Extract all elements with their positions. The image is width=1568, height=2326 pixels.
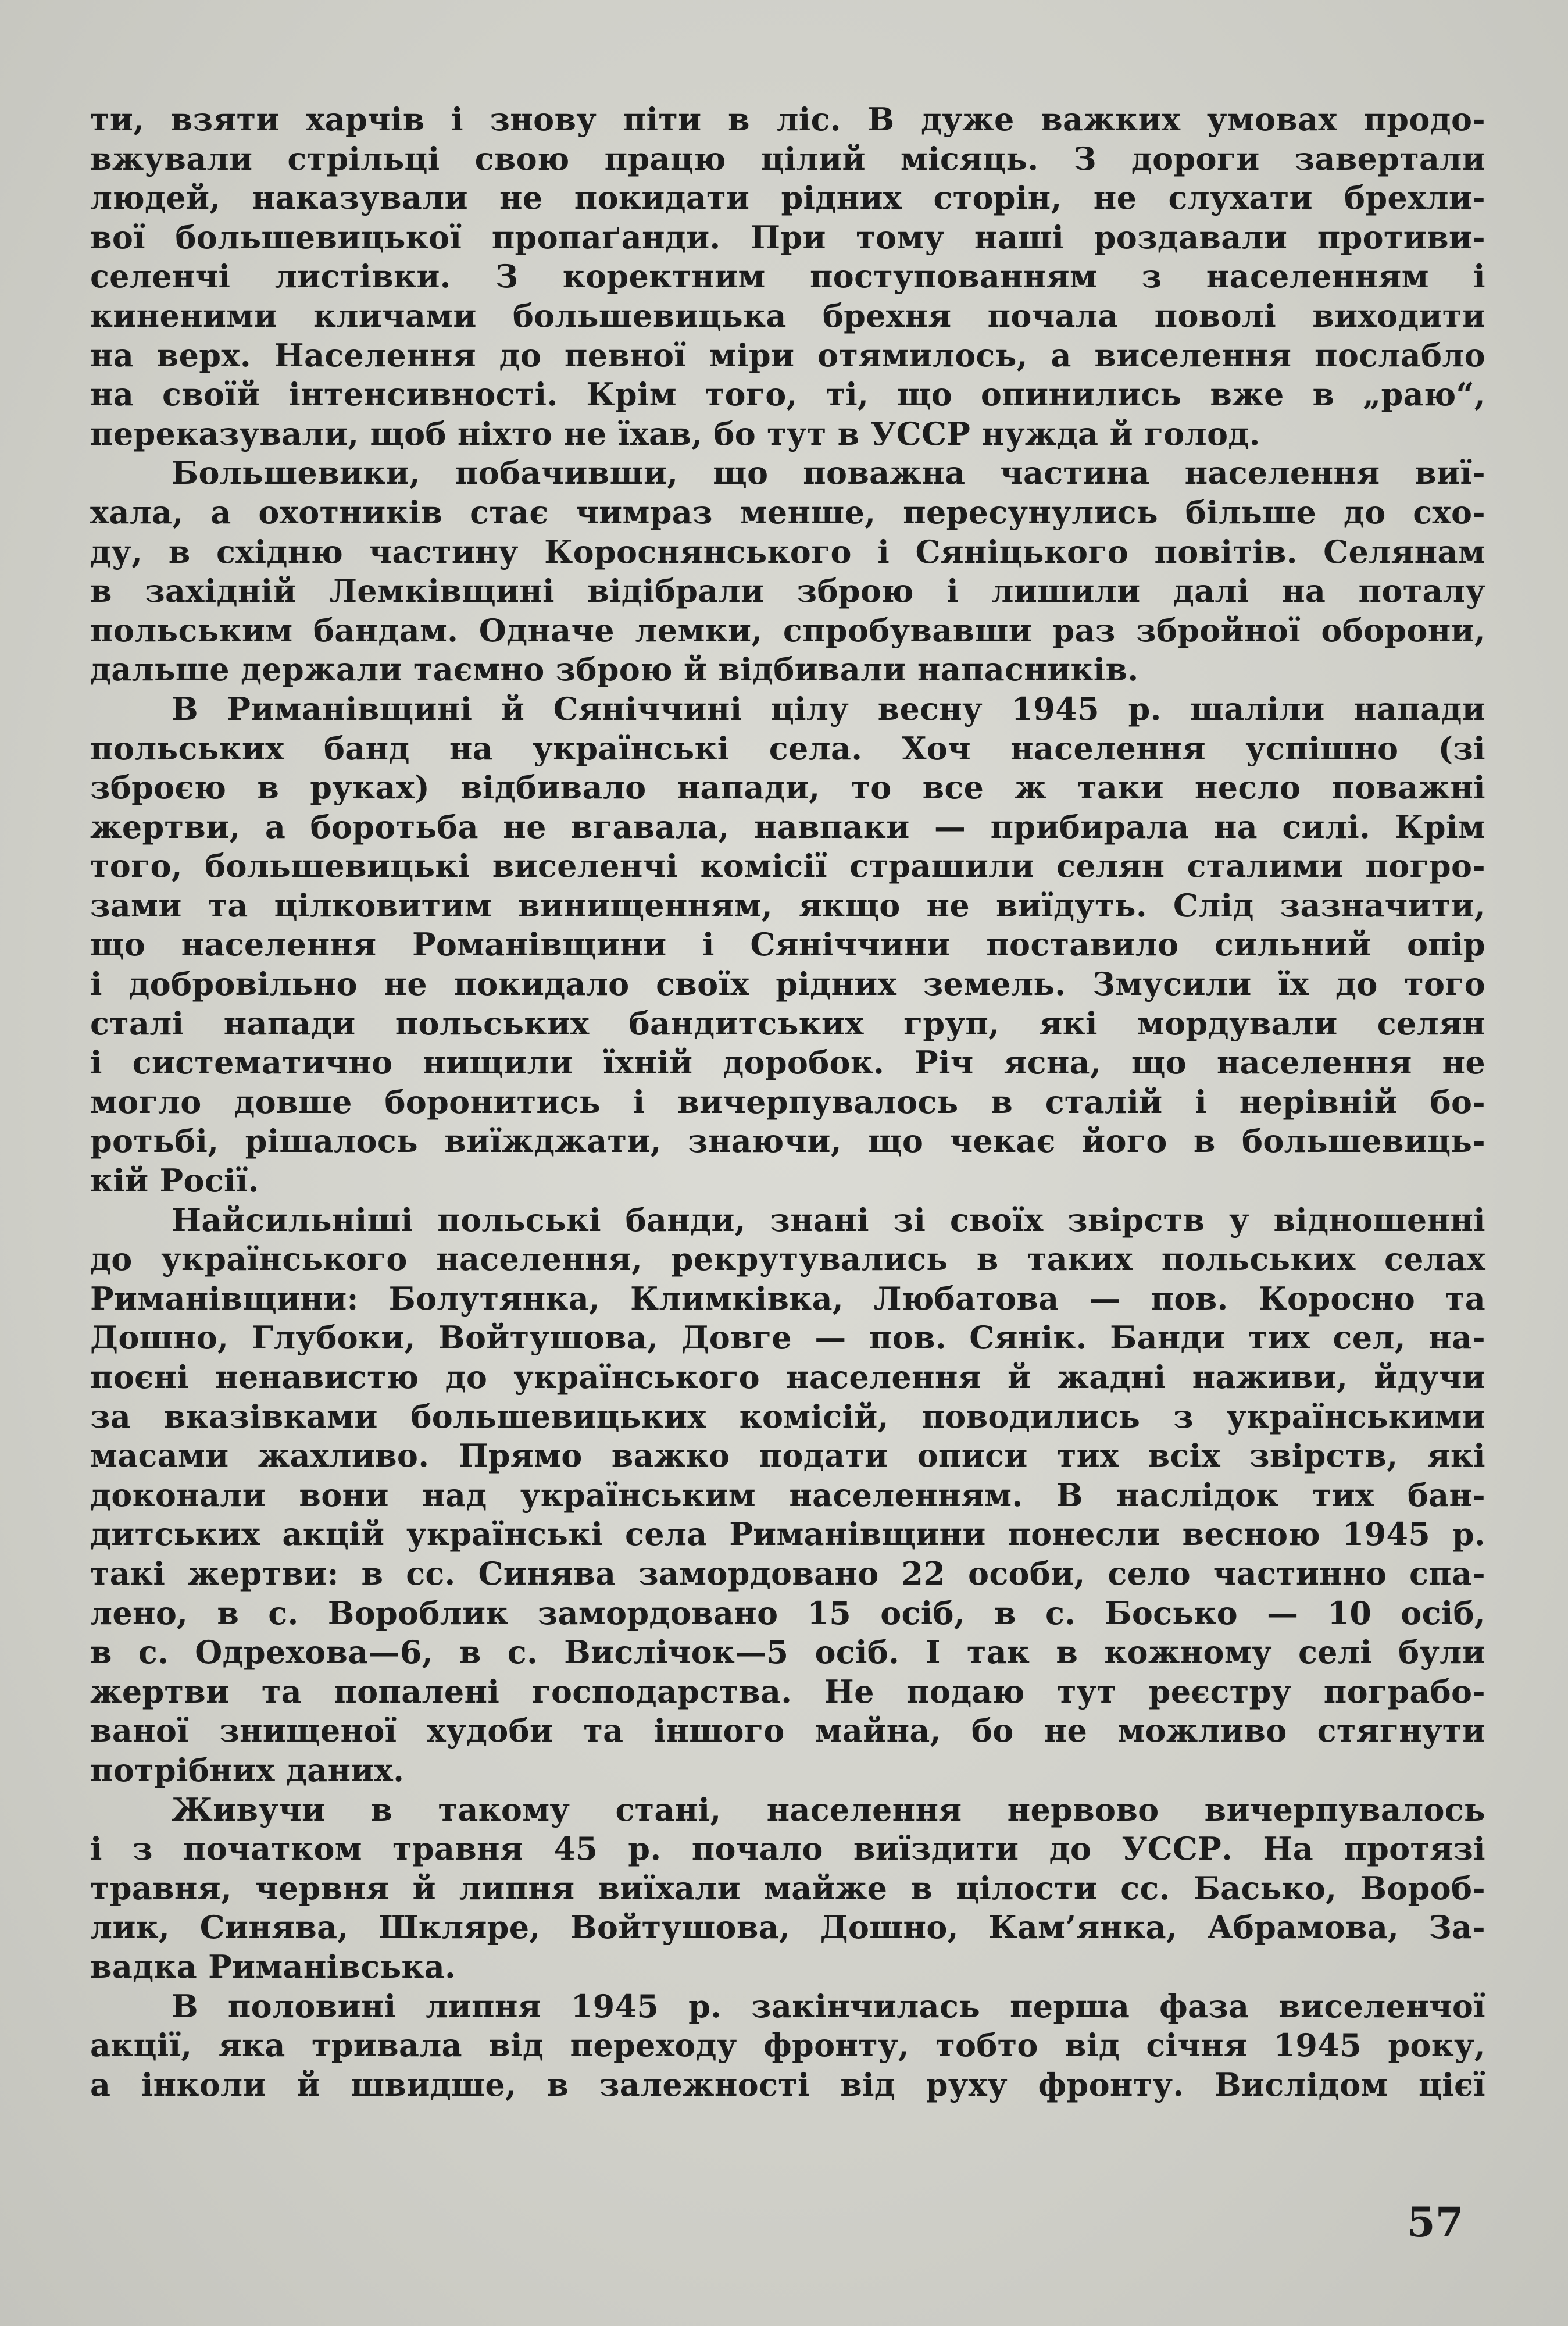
text-line: і систематично нищили їхній доробок. Річ ясна, що населення не [90, 1044, 1485, 1082]
text-line: Дошно, Глубоки, Войтушова, Довге — пов. Сянік. Банди тих сел, на- [90, 1319, 1485, 1357]
text-line: на верх. Населення до певної міри отямилось, а виселення послабло [90, 336, 1485, 374]
text-line: доконали вони над українським населенням. В наслідок тих бан- [90, 1476, 1485, 1514]
paragraph [90, 100, 1485, 454]
text-line: зброєю в руках) відбивало напади, то все ж таки несло поважні [90, 769, 1485, 807]
text-line: того, большевицькі виселенчі комісії страшили селян сталими погро- [90, 847, 1485, 885]
page-number: 57 [1407, 2198, 1464, 2246]
text-line: дитських акцій українські села Риманівщини понесли весною 1945 р. [90, 1515, 1485, 1553]
paragraph [90, 1201, 1485, 1790]
text-line: могло довше боронитись і вичерпувалось в сталій і нерівній бо- [90, 1083, 1485, 1121]
text-line: польським бандам. Одначе лемки, спробувавши раз збройної оборони, [90, 611, 1485, 649]
text-line: на своїй інтенсивності. Крім того, ті, що опинились вже в „раю“, [90, 376, 1485, 413]
text-line: жертви, а боротьба не вгавала, навпаки — прибирала на силі. Крім [90, 808, 1485, 846]
text-line: і добровільно не покидало своїх рідних земель. Змусили їх до того [90, 965, 1485, 1003]
text-line: зами та цілковитим винищенням, якщо не виїдуть. Слід зазначити, [90, 886, 1485, 924]
text-line: сталі напади польських бандитських груп, які мордували селян [90, 1004, 1485, 1042]
text-line: травня, червня й липня виїхали майже в цілости сс. Басько, Вороб- [90, 1869, 1485, 1907]
text-line: такі жертви: в сс. Синява замордовано 22 особи, село частинно спа- [90, 1554, 1485, 1592]
text-line: ротьбі, рішалось виїжджати, знаючи, що чекає його в большевиць- [90, 1122, 1485, 1160]
text-line: В Риманівщині й Сяніччині цілу весну 1945 р. шаліли напади [172, 690, 1485, 727]
text-line: потрібних даних. [90, 1751, 405, 1789]
text-line: до українського населення, рекрутувались в таких польських селах [90, 1240, 1485, 1278]
text-line: вої большевицької пропаґанди. При тому наші роздавали противи- [90, 218, 1485, 256]
text-line: і з початком травня 45 р. почало виїздити до УССР. На протязі [90, 1830, 1485, 1868]
text-line: В половині липня 1945 р. закінчилась перша фаза виселенчої [172, 1987, 1485, 2025]
text-line: жертви та попалені господарства. Не подаю тут реєстру пограбо- [90, 1672, 1485, 1710]
text-line: кій Росії. [90, 1162, 259, 1200]
text-line: в с. Одрехова—6, в с. Вислічок—5 осіб. І так в кожному селі були [90, 1633, 1485, 1671]
text-line: масами жахливо. Прямо важко подати описи тих всіх звірств, які [90, 1437, 1485, 1475]
paragraph [90, 454, 1485, 690]
text-line: Живучи в такому стані, населення нервово вичерпувалось [172, 1790, 1485, 1828]
text-line: лик, Синява, Шкляре, Войтушова, Дошно, Кам’янка, Абрамова, За- [90, 1908, 1485, 1946]
text-line: польських банд на українські села. Хоч населення успішно (зі [90, 729, 1485, 767]
paragraph [90, 1790, 1485, 1987]
text-line: хала, а охотників стає чимраз менше, пересунулись більше до схо- [90, 493, 1485, 531]
text-line: лено, в с. Вороблик замордовано 15 осіб, в с. Босько — 10 осіб, [90, 1594, 1485, 1632]
text-line: Найсильніші польські банди, знані зі своїх звірств у відношенні [172, 1201, 1485, 1239]
text-line: ти, взяти харчів і знову піти в ліс. В дуже важких умовах продо- [90, 101, 1485, 138]
text-line: дальше держали таємно зброю й відбивали напасників. [90, 651, 1139, 688]
text-line: за вказівками большевицьких комісій, поводились з українськими [90, 1397, 1485, 1435]
text-line: людей, наказували не покидати рідних сторін, не слухати брехли- [90, 179, 1485, 217]
text-line: Большевики, побачивши, що поважна частина населення виї- [172, 454, 1485, 492]
text-line: а інколи й швидше, в залежності від руху фронту. Вислідом цієї [90, 2065, 1485, 2103]
text-line: поєні ненавистю до українського населення й жадні наживи, йдучи [90, 1358, 1485, 1396]
text-line: акції, яка тривала від переходу фронту, тобто від січня 1945 року, [90, 2027, 1485, 2064]
text-line: в західній Лемківщині відібрали зброю і лишили далі на поталу [90, 572, 1485, 610]
text-line: вжували стрільці свою працю цілий місяць. З дороги завертали [90, 140, 1485, 177]
text-line: переказували, щоб ніхто не їхав, бо тут в УССР нужда й голод. [90, 415, 1260, 452]
text-line: що населення Романівщини і Сяніччини поставило сильний опір [90, 926, 1485, 964]
text-line: селенчі листівки. З коректним поступованням з населенням і [90, 258, 1485, 295]
text-line: Риманівщини: Болутянка, Климківка, Любатова — пов. Коросно та [90, 1279, 1485, 1317]
text-line: ду, в східню частину Короснянського і Сяніцького повітів. Селянам [90, 533, 1485, 570]
text-line: киненими кличами большевицька брехня почала поволі виходити [90, 297, 1485, 334]
page-body-text [90, 100, 1485, 2104]
paragraph [90, 1987, 1485, 2105]
text-line: ваної знищеної худоби та іншого майна, бо не можливо стягнути [90, 1712, 1485, 1750]
paragraph [90, 690, 1485, 1201]
text-line: вадка Риманівська. [90, 1947, 456, 1985]
